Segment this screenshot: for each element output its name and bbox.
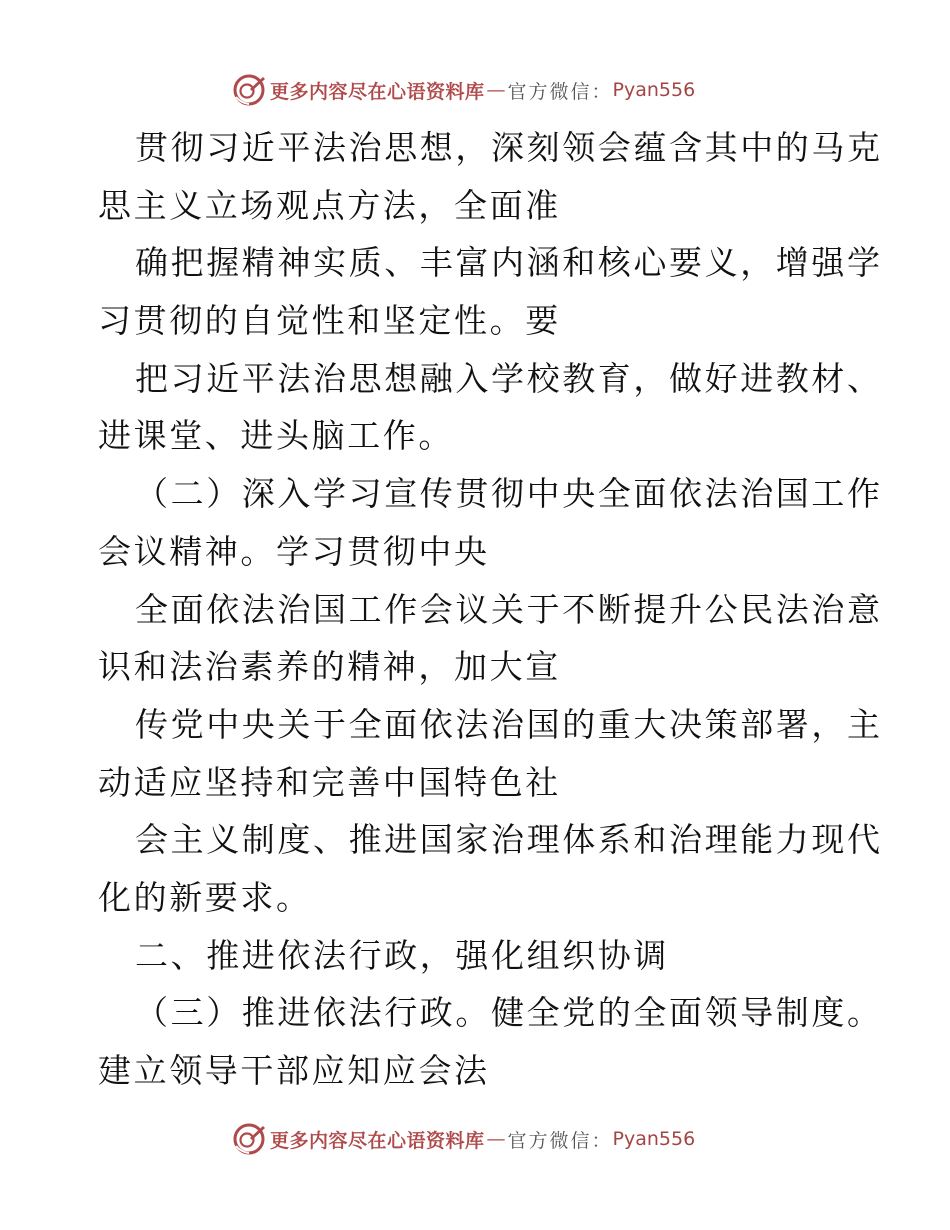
text-line: 建立领导干部应知应会法 (98, 1051, 490, 1090)
document-body (98, 119, 883, 1100)
text-line: 会主义制度、推进国家治理体系和治理能力现代 (135, 820, 883, 860)
text-line: 会议精神。学习贯彻中央 (98, 531, 490, 571)
header-watermark (232, 72, 695, 108)
pen-circle-logo-icon (232, 1122, 266, 1156)
text-line: 贯彻习近平法治思想，深刻领会蕴含其中的马克 (135, 128, 883, 167)
pen-circle-logo-icon (232, 73, 266, 107)
watermark-slogan: 更多内容尽在心语资料库 (270, 1129, 485, 1152)
text-line: 思主义立场观点方法，全面准 (98, 185, 561, 225)
text-line: 识和法治素养的精神，加大宣 (98, 647, 561, 687)
watermark-official-label: 官方微信： (507, 1129, 613, 1152)
text-line: 全面依法治国工作会议关于不断提升公民法治意 (135, 589, 883, 629)
section-heading: 二、推进依法行政，强化组织协调 (135, 935, 669, 975)
text-line: 确把握精神实质、丰富内涵和核心要义，增强学 (135, 243, 883, 283)
text-line: （二）深入学习宣传贯彻中央全面依法治国工作 (135, 474, 883, 514)
watermark-wechat-handle: Pyan556 (612, 79, 696, 101)
text-line: 进课堂、进头脑工作。 (98, 416, 454, 456)
watermark-slogan: 更多内容尽在心语资料库 (270, 80, 485, 103)
text-line: 把习近平法治思想融入学校教育，做好进教材、 (135, 358, 883, 398)
footer-watermark (232, 1121, 695, 1157)
watermark-dash: — (486, 1128, 506, 1150)
watermark-official-label: 官方微信： (507, 80, 613, 103)
text-line: 动适应坚持和完善中国特色社 (98, 762, 561, 802)
text-line: 习贯彻的自觉性和坚定性。要 (98, 301, 561, 341)
text-line: 传党中央关于全面依法治国的重大决策部署，主 (135, 704, 883, 744)
text-line: （三）推进依法行政。健全党的全面领导制度。 (135, 993, 883, 1033)
watermark-wechat-handle: Pyan556 (612, 1128, 696, 1150)
text-line: 化的新要求。 (98, 877, 312, 917)
watermark-dash: — (486, 79, 506, 101)
